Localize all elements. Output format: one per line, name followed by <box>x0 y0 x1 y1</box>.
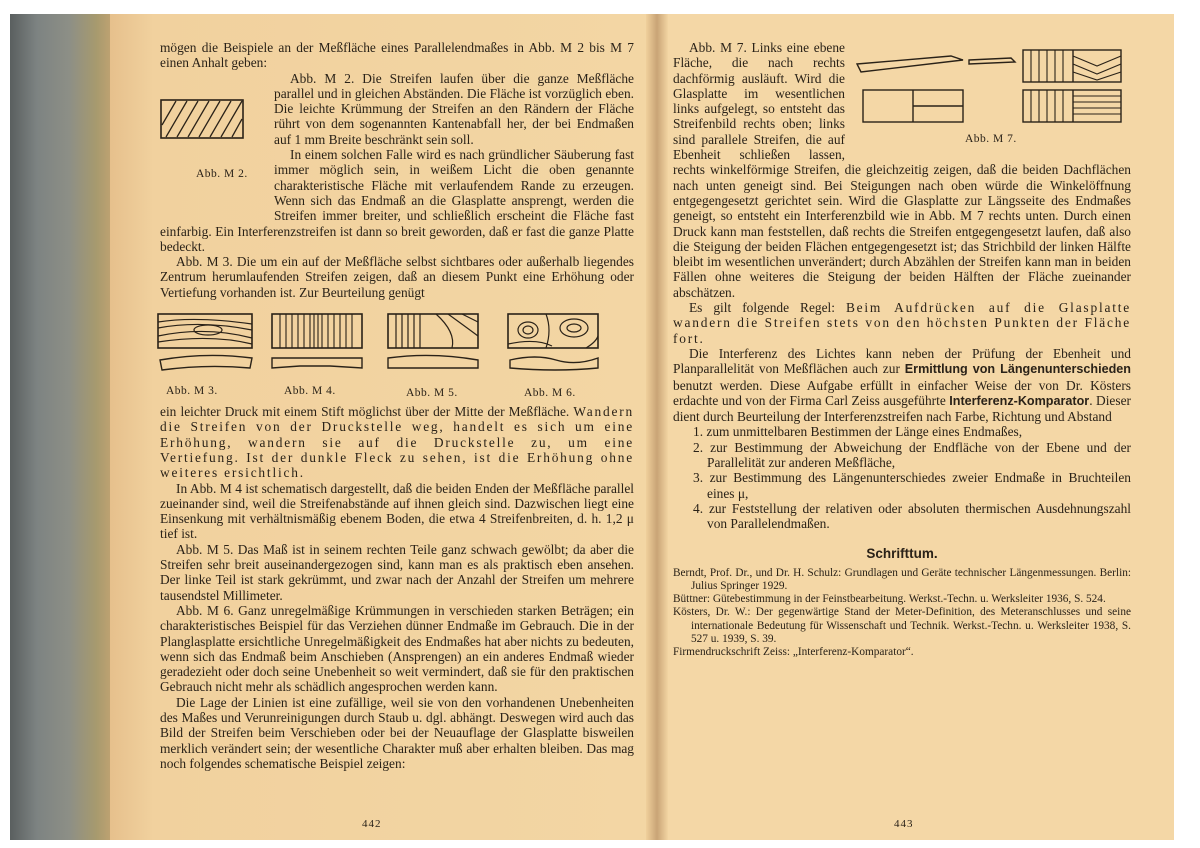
page-number-left: 442 <box>362 818 382 830</box>
interference-text-3: . Dieser dient durch Beurteilung der Interferenzstreifen nach Farbe, Richtung und Abstand <box>673 392 1131 425</box>
paragraph-lage: Die Lage der Linien ist eine zufällige, weil sie von den vorhandenen Unebenheiten des Maßes und Verunreinigungen durch Staub u. dgl. abhängt. Deswegen wird auch das Bild der Streifen beim Verschieben oder bei der Neuauflage der Glasplatte bisweilen merklich verändert sein; der wesentliche Charakter muß aber erhalten bleiben. Das mag noch folgendes schematische Beispiel zeigen: <box>160 694 634 771</box>
figure-m7-caption: Abb. M 7. <box>965 133 1017 145</box>
book-gutter <box>646 14 668 840</box>
figure-m6-drawing <box>506 312 602 374</box>
figure-m2 <box>160 75 266 215</box>
usage-list <box>685 424 1131 531</box>
literature-heading: Schrifttum. <box>866 545 938 561</box>
right-page-text <box>673 40 1131 659</box>
interference-bold-2: Interferenz-Komparator <box>949 393 1090 408</box>
interference-bold-1: Ermittlung von Längenunterschieden <box>904 362 1131 377</box>
paragraph-m7-text: Abb. M 7. Links eine ebene Fläche, die nach rechts dachförmig ausläuft. Wird die Glasplatte im wesentlichen links aufgelegt, so entsteht das Streifenbild rechts oben; links sind parallele Streifen, die auf Ebenheit schließen lassen, rechts winkelförmige Streifen, die gleichzeitig zeigen, daß die beiden Dachflächen nach unten geneigt sind. Bei Steigungen nach oben würde die Winkelöffnung entgegengesetzt gerichtet sein. Wird die Glasplatte zur Längsseite des Endmaßes geneigt, so entsteht ein Interferenzbild wie in Abb. M 7 rechts unten. Durch einen Druck kann man feststellen, daß rechts die Streifen entgegengesetzt laufen, daß also die Steigung der beiden Flächen entgegengesetzt ist; das Strichbild der linken Hälfte bleibt im wesentlichen unverändert; durch Abzählen der Streifen kann man in beiden Fällen ohne weiteres die Steigung der beiden Hälften der Fläche zueinander abschätzen. <box>673 40 1131 300</box>
list-item: 4. zur Feststellung der relativen oder absoluten thermischen Ausdehnungszahl von Parallelendmaßen. <box>693 500 1131 532</box>
paragraph-pressure <box>160 404 634 480</box>
literature-entry: Berndt, Prof. Dr., und Dr. H. Schulz: Grundlagen und Geräte technischer Längenmessungen. Berlin: Julius Springer 1929. <box>673 566 1131 592</box>
figure-m2-drawing <box>160 99 244 139</box>
figure-m4-drawing <box>270 312 366 374</box>
book-spine-edge <box>10 14 118 840</box>
paragraph-m7 <box>673 40 1131 300</box>
rule-spaced: Beim Aufdrücken auf die Glasplatte wandern die Streifen stets von den höchsten Punkten der Fläche fort. <box>673 300 1131 346</box>
figure-m3-caption: Abb. M 3. <box>166 385 218 398</box>
paragraph-rule <box>673 300 1131 346</box>
paragraph-m3: Abb. M 3. Die um ein auf der Meßfläche selbst sichtbares oder außerhalb liegendes Zentrum herumlaufenden Streifen zeigen, daß an diesem Punkt eine Erhöhung oder Vertiefung vorhanden ist. Zur Beurteilung genügt <box>160 254 634 300</box>
paragraph-m2-b: In einem solchen Falle wird es nach gründlicher Säuberung fast immer möglich sein, in weißem Licht die oben genannte charakteristische Fläche mit verlaufendem Rande zu erzeugen. Wenn sich das Endmaß an die Glasplatte ansprengt, werden die Streifen immer breiter, und schließlich erscheint die Fläche fast einfarbig. Ein Interferenzstreifen ist dann so breit geworden, daß er fast die ganze Platte bedeckt. <box>160 147 634 254</box>
figure-m5-drawing <box>386 312 482 374</box>
figure-m7-drawing <box>851 46 1131 142</box>
paragraph-pressure-spaced: Wandern die Streifen von der Druckstelle weg, handelt es sich um eine Erhöhung, wandern sie auf die Druckstelle zu, um eine Vertiefung. Ist der dunkle Fleck zu sehen, ist die Erhöhung ohne weiteres ersichtlich. <box>160 404 634 481</box>
paragraph-m2-a <box>160 70 634 180</box>
left-page-text <box>160 40 634 771</box>
literature-entry: Büttner: Gütebestimmung in der Feinstbearbeitung. Werkst.-Techn. u. Werksleiter 1936, S. 524. <box>673 593 1106 606</box>
figure-m6-caption: Abb. M 6. <box>524 387 576 400</box>
literature-list <box>673 567 1131 659</box>
interference-text-2: benutzt werden. Diese Aufgabe erfüllt in einfacher Weise der von Dr. Kösters erdachte und von der Firma Carl Zeiss ausgeführte <box>673 377 1131 408</box>
list-item: 1. zum unmittelbaren Bestimmen der Länge eines Endmaßes, <box>693 424 1023 440</box>
figures-m3-m6 <box>160 300 634 404</box>
paragraph-m2-a-text: Abb. M 2. Die Streifen laufen über die ganze Meßfläche parallel und in gleichen Abständen. Die Fläche ist vorzüglich eben. Die leichte Krümmung der Streifen an den Rändern der Fläche rührt von dem sogenannten Kantenabfall her, der bei Endmaßen auf 1 mm Breite beschränkt sein soll. <box>274 70 634 147</box>
page-number-right: 443 <box>894 818 914 830</box>
figure-m7 <box>851 46 1131 154</box>
paragraph-m6: Abb. M 6. Ganz unregelmäßige Krümmungen in verschieden starken Beträgen; ein charakteristisches Beispiel für das Verziehen dünner Endmaße im Gebrauch. Die in der Planglasplatte ersichtliche Unregelmäßigkeit des Endmaßes hat aber nichts zu bedeuten, wenn sich das Endmaß beim Anschieben (Ansprengen) an ein anderes Endmaß wieder geradezieht oder doch seine Unebenheit so weit vermindert, daß sie für den praktischen Gebrauch nicht mehr als schädlich angesprochen werden kann. <box>160 602 634 695</box>
rule-lead: Es gilt folgende Regel: <box>689 300 846 316</box>
figure-m4-caption: Abb. M 4. <box>284 385 336 398</box>
list-item: 2. zur Bestimmung der Abweichung der Endfläche von der Ebene und der Parallelität zur anderen Meßfläche, <box>693 439 1131 471</box>
paragraph-pressure-text: ein leichter Druck mit einem Stift möglichst über der Mitte der Meßfläche. <box>160 404 570 420</box>
literature-entry: Firmendruckschrift Zeiss: „Interferenz-Komparator“. <box>673 646 914 659</box>
literature-entry: Kösters, Dr. W.: Der gegenwärtige Stand der Meter-Definition, des Meteranschlusses und seine internationale Bedeutung für Wissenschaft und Technik. Werkst.-Techn. u. Werksleiter 1938, S. 527 u. 1939, S. 39. <box>673 606 1131 645</box>
paragraph-m4: In Abb. M 4 ist schematisch dargestellt, daß die beiden Enden der Meßfläche parallel zueinander sind, weil die Streifenabstände auf ihnen gleich sind. Dazwischen liegt eine Einsenkung mit verhältnismäßig ebenem Boden, die etwa 4 Streifenbreiten, d. h. 1,2 μ tief ist. <box>160 480 634 542</box>
list-item: 3. zur Bestimmung des Längenunterschiedes zweier Endmaße in Bruchteilen eines μ, <box>693 470 1131 501</box>
paragraph-m5: Abb. M 5. Das Maß ist in seinem rechten Teile ganz schwach gewölbt; da aber die Streifen sehr breit auseinandergezogen sind, kann man es als praktisch eben ansehen. Der linke Teil ist stark gekrümmt, und zwar nach der Anzahl der Streifen um mehrere tausendstel Millimeter. <box>160 541 634 603</box>
paragraph-interference <box>673 346 1131 424</box>
paragraph-intro: mögen die Beispiele an der Meßfläche eines Parallelendmaßes in Abb. M 2 bis M 7 einen Anhalt geben: <box>160 40 634 71</box>
interference-text-1: Die Interferenz des Lichtes kann neben der Prüfung der Ebenheit und Planparallelität von Meßflächen auch zur <box>673 345 1131 377</box>
figure-m5-caption: Abb. M 5. <box>406 387 458 400</box>
figure-m3-drawing <box>156 312 256 374</box>
figure-m2-caption: Abb. M 2. <box>196 167 248 180</box>
